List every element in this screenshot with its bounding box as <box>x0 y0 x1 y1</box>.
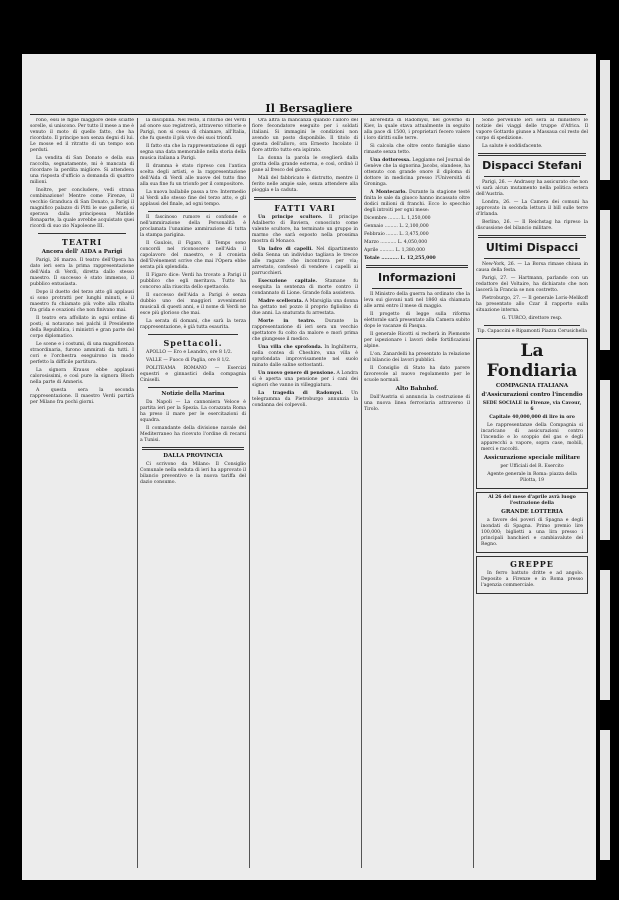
news-item <box>252 319 358 343</box>
article-heading-aida: Ancora dell' AIDA a Parigi <box>41 249 123 255</box>
ad-military-heading: Assicurazione speciale militare <box>483 455 581 461</box>
ad-sede: SEDE SOCIALE in Firenze, via Cavour, 6 <box>482 401 582 412</box>
article-paragraph: Mali del fabbricato è distrutto, mentre il ferito nelle ampie sale, senza attendere alla pioggia e la caduta. <box>252 176 358 193</box>
dispatch: Parigi, 27. — Hartmann, parlando con un redattore del Voltaire, ha dichiarato che non lascerà la Francia se non costretto. <box>476 276 588 293</box>
section-divider <box>484 258 580 259</box>
news-item <box>252 345 358 369</box>
lottery-head: Al 26 del mese d'aprile avrà luogo l'estrazione della <box>488 495 576 506</box>
news-item-heading: La tragedia di Radomysl. <box>258 391 343 396</box>
section-heading-informazioni: Informazioni <box>378 271 456 284</box>
dispatch: Parigi, 26. — Andrassy ha assicurato che non vi sarà alcun mutamento nella politica estera dell'Austria. <box>476 180 588 197</box>
lottery-title: GRANDE LOTTERIA <box>501 509 563 515</box>
masthead-rule <box>30 114 586 115</box>
section-divider <box>484 325 580 326</box>
column-1 <box>30 118 134 874</box>
table-row: Febbraio ........ L. 3,475,000 <box>364 232 429 237</box>
article-paragraph: Il dramma è stato ripreso con l'antica scelta degli artisti, e la rappresentazione dell'Aida di Verdi alle nuove del tutto fino alla sua fine fu un trionfo per il compositore. <box>140 164 246 187</box>
article-paragraph: Dall'Austria si annuncia la costruzione di una nuova linea ferroviaria attraverso il Tirolo. <box>364 395 470 412</box>
dispatch: Pietroburgo, 27. — Il generale Loris-Melikoff ha presentato allo Czar il rapporto sulla situazione interna. <box>476 296 588 313</box>
article-paragraph: Il teatro era affollato in ogni ordine di posti; si notavano nei palchi il Presidente della Repubblica, i ministri e gran parte del corpo diplomatico. <box>30 316 134 339</box>
ad-military-sub: per Ufficiali del R. Esercito <box>500 464 564 469</box>
section-heading-fatti-vari: FATTI VARI <box>274 203 336 213</box>
section-divider <box>372 288 462 289</box>
printer-line: Tip. Capaccini e Ripamonti Piazza Cerusichella <box>477 329 587 334</box>
article-paragraph: A questa sera la seconda rappresentazione. Il maestro Verdi partirà per Milano fra pochi giorni. <box>30 388 134 405</box>
news-item-text: A Marsiglia una donna ha gettato nel pozzo il proprio figliolino di due anni. La snaturata fu arrestata. <box>252 299 358 316</box>
greppe-body: In ferro battuto dritte e ad angolo. Deposito a Firenze e in Roma presso l'agenzia commerciale. <box>481 571 583 588</box>
news-item-text: A Londra si è aperta una pensione per i cani dei signori che vanno in villeggiatura. <box>252 371 358 388</box>
section-heading-teatri: TEATRI <box>61 237 103 247</box>
column-3 <box>252 118 358 874</box>
article-paragraph: L'on. Zanardelli ha presentato la relazione sul bilancio dei lavori pubblici. <box>364 352 470 363</box>
section-divider <box>148 334 238 335</box>
news-item-text: Un telegramma da Pietroburgo annunzia la condanna dei colpevoli. <box>252 391 358 408</box>
double-rule <box>478 235 586 238</box>
article-paragraph: Il Gaulois, il Figaro, il Temps sono concordi nel riconoscere nell'Aida il capolavoro del maestro, e il cronista dell'Evénement scrive che mai l'Opera ebbe serata più splendida. <box>140 241 246 270</box>
article-paragraph: rono, essi le figlie maggiore delle sciatte sorelle, si uniscono. Per tutto il mese a me è venuto il moto di quello fatto, che ha ricordato. Il principe non senza degni di lui. Le mosse ed il ritratto di un tempo son perduti. <box>30 118 134 153</box>
next-page-edge <box>596 0 619 900</box>
article-paragraph: Si calcola che oltre cento famiglie siano rimaste senza tetto. <box>364 144 470 155</box>
dispatch: New-York, 26. — La Borsa rimase chiusa in causa della festa. <box>476 262 588 273</box>
advertisement-greppe <box>476 556 588 594</box>
article-paragraph: Sono pervenute ieri sera al ministero le notizie dei viaggi delle truppe d'Africa. Il vapore Gottardo giunse a Massaua col resto del corpo di spedizione. <box>476 118 588 141</box>
article-paragraph: La serata di domani, che sarà la terza rappresentazione, è già tutta esaurita. <box>140 319 246 330</box>
page-edge-strip <box>600 210 610 350</box>
article-paragraph: Dopo il duetto del terzo atto gli applausi si sono protratti per lunghi minuti, e il maestro fu chiamato più volte alla ribalta fra grida e ovazioni che non finivano mai. <box>30 290 134 313</box>
ad-agent: Agente generale in Roma: piazza della Pilotta, 19 <box>487 472 577 483</box>
article-paragraph: Il fascinoso rumore si confonde e nell'ammirazione della Personalità è proclamata l'unanime ammirazione di tutta la stampa parigina. <box>140 215 246 238</box>
double-rule <box>366 265 468 268</box>
item-text: Durante la stagione testé finita le sale da giuoco hanno incassato oltre dodici milioni di franchi. Ecco lo specchio degli introiti per ogni mese: <box>364 190 470 213</box>
article-paragraph: Il Ministro della guerra ha ordinato che la leva sui giovani nati nel 1860 sia chiamata alle armi entro il mese di maggio. <box>364 292 470 309</box>
news-item-text: In Inghilterra, nella contea di Cheshire, una villa è sprofondata improvvisamente nel suolo minato dalle saline sottostanti. <box>252 345 358 368</box>
advertisement-lotteria <box>476 492 588 553</box>
article-paragraph: Il successo dell'Aida a Parigi è senza dubbio uno dei maggiori avvenimenti musicali di questi anni, e il nome di Verdi ne esce più glorioso che mai. <box>140 293 246 316</box>
news-item-heading: Un nuovo genere di pensione. <box>258 371 335 376</box>
listing-line: APOLLO — Ero e Leandro, ore 8 1/2. <box>146 350 233 355</box>
ad-body: Le rappresentanze della Compagnia si incaricano di assicurazioni contro l'incendio e lo scoppio del gas e degli apparecchi a vapore, sopra case, mobili, merci e raccolti. <box>481 423 583 452</box>
news-item-text: Stamane fu eseguita la sentenza di morte contro il condannato di Lione. Grande folla assisteva. <box>252 279 358 296</box>
article-paragraph: La nuova ballabile passa a tre: Intermedio al Verdi allo stesso fine del terzo atto, e gli applausi del finale, ad ogni tempo. <box>140 190 246 207</box>
advertisement-fondiaria <box>476 338 588 489</box>
news-item-text: Durante la rappresentazione di ieri sera un vecchio spettatore fu colto da malore e morì prima che giungesse il medico. <box>252 319 358 342</box>
article-paragraph: La signora Krauss ebbe applausi calorosissimi, e così pure la signora Bloch nella parte di Amneris. <box>30 368 134 385</box>
listing-line: VALLE — Fuoco di Paglia, ore 8 1/2. <box>146 358 231 363</box>
dispatch: Londra, 26. — La Camera dei comuni ha approvato in seconda lettura il bill sulle terre d'Irlanda. <box>476 200 588 217</box>
news-item-heading: Madre scellerata. <box>258 299 304 304</box>
article-paragraph: Le scene e i costumi, di una magnificenza straordinaria, furono ammirati da tutti. I cori e l'orchestra eseguirono in modo perfetto la difficile partitura. <box>30 342 134 365</box>
section-heading-ultimi-dispacci: Ultimi Dispacci <box>485 241 579 254</box>
news-item-heading: Un ladro di capelli. <box>258 247 313 252</box>
article-paragraph: Il fatto sta che la rappresentazione di oggi segna una data memorabile nella storia della musica italiana a Parigi. <box>140 144 246 161</box>
article-paragraph: Da Napoli — La cannoniera Veloce è partita ieri per la Spezia. La corazzata Roma ha preso il mare per le esercitazioni di squadra. <box>140 400 246 423</box>
column-rule <box>137 118 138 868</box>
news-item-text: Nel dipartimento della Senna un individuo tagliava le trecce alle ragazze che incontrava per via; arrestato, confessò di vendere i capelli ai parrucchieri. <box>252 247 358 276</box>
news-item-heading: Morte in teatro. <box>258 319 316 324</box>
double-rule <box>254 197 356 200</box>
ad-capital: Capitale 40,000,000 di lire in oro <box>489 415 575 420</box>
news-items-list <box>252 215 358 409</box>
section-heading-dispacci-stefani: Dispacci Stefani <box>482 159 582 172</box>
article-paragraph: La vendita di San Donato e della sua raccolta, segnatamente, mi è mancata di ricordare la perdita migliore. Si attendeva una risposta d'ufficio a domanda di quattro milioni. <box>30 156 134 185</box>
table-row: Gennaio ......... L. 2,100,000 <box>364 224 429 229</box>
article-paragraph: Ci scrivono da Milano: Il Consiglio Comunale nella seduta di ieri ha approvato il bilancio preventivo e la nuova tariffa del dazio consumo. <box>140 462 246 485</box>
article-paragraph: Il Consiglio di Stato ha dato parere favorevole al nuovo regolamento per le scuole normali. <box>364 366 470 383</box>
column-rule <box>249 118 250 868</box>
column-2 <box>140 118 246 874</box>
article-paragraph: la disciplina. Nel resto, il ritorno del Verdi ad onore suo registrerà, attraverso vittorie e Parigi, non si cessa di chiamare, all'Italia, che fu questo il più vivo dei suoi trionfi. <box>140 118 246 141</box>
article-paragraph: Parigi, 26 marzo. Il teatro dell'Opera ha dato ieri sera la prima rappresentazione dell'Aida di Verdi, diretta dallo stesso maestro. Il successo è stato immenso, il pubblico entusiasta. <box>30 258 134 287</box>
ad-subtitle: COMPAGNIA ITALIANA <box>495 383 569 389</box>
director-signature: G. TURCO, direttore resp. <box>501 316 563 321</box>
scan-border-left <box>0 0 22 900</box>
masthead-title: Il Bersagliere <box>265 102 353 115</box>
column-rule <box>473 118 474 868</box>
article-paragraph: La salute è soddisfacente. <box>482 144 543 149</box>
news-item-heading: Un principe scultore. <box>258 215 323 220</box>
news-item-heading: Una villa che sprofonda. <box>258 345 323 350</box>
table-row: Aprile .......... L. 1,380,000 <box>364 248 425 253</box>
news-item-heading: Esecuzione capitale. <box>258 279 317 284</box>
ad-subtitle-2: d'Assicurazioni contro l'incendio <box>481 392 583 398</box>
dispatch: Berlino, 26. — Il Reichstag ha ripreso la discussione del bilancio militare. <box>476 220 588 231</box>
section-heading-spettacoli: Spettacoli. <box>163 338 223 348</box>
news-item <box>252 371 358 389</box>
section-heading-marina: Notizie della Marina <box>161 391 225 397</box>
double-rule <box>478 153 586 156</box>
item-heading: A Montecarlo. <box>370 190 407 195</box>
masthead <box>22 54 596 116</box>
page-edge-strip <box>600 60 610 180</box>
double-rule <box>142 447 244 450</box>
section-divider <box>38 233 126 234</box>
section-divider <box>148 211 238 212</box>
listing-line: POLITEAMA ROMANO — Esercizi equestri e ginnastici della compagnia Ciniselli. <box>140 366 246 383</box>
page-edge-strip <box>600 570 610 700</box>
section-divider <box>148 387 238 388</box>
page-edge-strip <box>600 380 610 540</box>
greppe-title: GREPPE <box>510 559 554 569</box>
article-paragraph: all'eredità di Radomysl, nel governo di Kiev, la quale stava attualmente in seguito alla pace di 1500, i proprietari fecero valere i loro diritti sulle terre. <box>364 118 470 141</box>
item-heading: Una dottoressa. <box>370 158 411 163</box>
column-rule <box>361 118 362 868</box>
article-paragraph: Il generale Ricotti si recherà in Piemonte per ispezionare i lavori delle fortificazioni alpine. <box>364 332 470 349</box>
newspaper-page <box>22 54 596 880</box>
table-total: Totale ........... L. 12,255,000 <box>364 256 436 261</box>
scan-border-top <box>0 0 619 54</box>
news-item <box>252 247 358 277</box>
article-heading-alto: Alto Bahnhof. <box>395 386 439 392</box>
table-row: Dicembre ........ L. 1,250,000 <box>364 216 431 221</box>
news-item <box>252 279 358 297</box>
news-item <box>252 215 358 245</box>
table-row: Marzo ........... L. 4,050,000 <box>364 240 428 245</box>
section-divider <box>484 176 580 177</box>
article-paragraph: Il Figaro dice: Verdi ha trovato a Parigi il pubblico che egli meritava. Tutto ha concorso alla riuscita dello spettacolo. <box>140 273 246 290</box>
article-paragraph: Ora altra la mancanza quando l'alloro del fiore fecondatore eseguito per i soldati italiani. Si immagini le condizioni non avendo un posto disponibile. Il titolo di questa dell'alloro, ora Ernesto Incolato il fiore attrito tutto era ispirato. <box>252 118 358 153</box>
article-paragraph: Inoltre, per concludere, vedi strana combinazione! Mentre come Firenze, il vecchio Granduca di San Donato, a Parigi il magnifico palazzo di Pitti le sue gallerie, si sperava dalla principessa Matilde Bonaparte, la quale avrebbe acquistato quei ricordi di suo zio Napoleone III. <box>30 188 134 229</box>
ad-title: La Fondiaria <box>486 341 578 381</box>
article-paragraph: Il comandante della divisione navale del Mediterraneo ha ricevuto l'ordine di recarsi a Tunisi. <box>140 426 246 443</box>
article-paragraph <box>364 158 470 188</box>
item-text: Leggiamo nel Journal de Genève che la signorina Jacobs, olandese, ha ottenuto con grande onore il diploma di dottore in medicina presso l'Università di Groninga. <box>364 158 470 187</box>
news-item <box>252 391 358 409</box>
column-5 <box>476 118 588 874</box>
article-paragraph: La donna la parola le sveglierà dalla grotta della grande esterna, e così, ordinò il pane al fresco del giorno. <box>252 156 358 173</box>
lottery-body: a favore dei poveri di Spagna e degli inondati di Spagna. Primo premio lire 100,000; biglietti a una lira presso i principali banchieri e cambiavalute del Regno. <box>481 518 583 547</box>
scan-border-bottom <box>0 880 619 900</box>
column-4 <box>364 118 470 874</box>
article-paragraph: Il progetto di legge sulla riforma elettorale sarà presentato alla Camera subito dopo le vacanze di Pasqua. <box>364 312 470 329</box>
news-item <box>252 299 358 317</box>
news-item-text: Il principe Adalberto di Baviera, conosciuto come valente scultore, ha terminato un gruppo in marmo che sarà esposto nella prossima mostra di Monaco. <box>252 215 358 244</box>
section-heading-provincia: DALLA PROVINCIA <box>163 453 223 459</box>
page-edge-strip <box>600 730 610 860</box>
article-paragraph <box>364 190 470 214</box>
